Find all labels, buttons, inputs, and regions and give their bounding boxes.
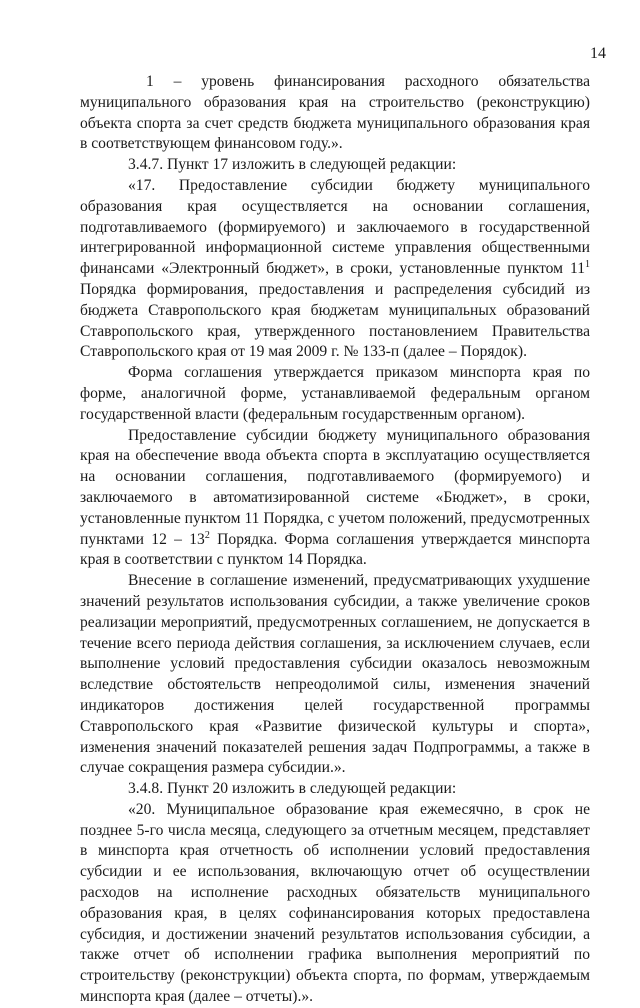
point-17-tail: Порядка формирования, предоставления и распределения субсидий из бюджета Ставропольского края бюджетам муниципальных образований Ставропольского края, утвержденного постановлением Правительства Ставропольского края от 19 мая 2009 г. № 133-п (далее – Порядок). bbox=[80, 280, 590, 361]
commissioning-text: Предоставление субсидии бюджету муниципального образования края на обеспечение ввода объекта спорта в эксплуатацию осуществляется на основании соглашения, подготавливаемого (формируемого) и заключаемого в автоматизированной системе «Бюджет», в сроки, установленные пунктом 11 Порядка, с учетом положений, предусмотренных пунктами 12 – 13 bbox=[80, 426, 590, 548]
footnote-sup-1: 1 bbox=[585, 258, 590, 270]
paragraph-item-3-4-7: 3.4.7. Пункт 17 изложить в следующей редакции: bbox=[128, 156, 457, 174]
footnote-sup-2: 2 bbox=[204, 529, 210, 541]
paragraph-point-17 bbox=[80, 176, 590, 363]
paragraph-subsidy-commissioning bbox=[80, 426, 590, 572]
commissioning-tail: Порядка. Форма соглашения утверждается минспорта края в соответствии с пунктом 14 Порядка. bbox=[80, 530, 590, 569]
paragraph-item-3-4-8: 3.4.8. Пункт 20 изложить в следующей редакции: bbox=[128, 780, 457, 798]
paragraph-agreement-form: Форма соглашения утверждается приказом минспорта края по форме, аналогичной форме, устанавливаемой федеральным органом государственной власти (федеральным государственным органом). bbox=[80, 364, 590, 423]
page-number: 14 bbox=[590, 45, 606, 62]
paragraph-agreement-changes: Внесение в соглашение изменений, предусматривающих ухудшение значений результатов использования субсидии, а также увеличение сроков реализации мероприятий, предусмотренных соглашением, не допускается в течение всего периода действия соглашения, за исключением случаев, если выполнение условий предоставления субсидии оказалось невозможным вследствие обстоятельств непреодолимой силы, изменения значений индикаторов достижения целей государственной программы Ставропольского края «Развитие физической культуры и спорта», изменения значений показателей решения задач Подпрограммы, а также в случае сокращения размера субсидии.». bbox=[80, 572, 590, 777]
paragraph-funding-level: 1 – уровень финансирования расходного обязательства муниципального образования края на строительство (реконструкцию) объекта спорта за счет средств бюджета муниципального образования края в соответствующем финансовом году.». bbox=[80, 73, 590, 153]
document-body bbox=[80, 72, 590, 1008]
point-17-text: «17. Предоставление субсидии бюджету муниципального образования края осуществляется на основании соглашения, подготавливаемого (формируемого) и заключаемого в государственной интегрированной информационной системе управления общественными финансами «Электронный бюджет», в сроки, установленные пунктом 11 bbox=[80, 176, 590, 278]
paragraph-point-20: «20. Муниципальное образование края ежемесячно, в срок не позднее 5-го числа месяца, следующего за отчетным месяцем, представляет в минспорта края отчетность об исполнении условий предоставления субсидии и ее использования, включающую отчет об осуществлении расходов на исполнение расходных обязательств муниципального образования края, в целях софинансирования которых предоставлена субсидия, и достижении значений результатов использования субсидии, а также отчет об исполнении графика выполнения мероприятий по строительству (реконструкции) объекта спорта, по формам, утверждаемым минспорта края (далее – отчеты).». bbox=[80, 800, 590, 1006]
